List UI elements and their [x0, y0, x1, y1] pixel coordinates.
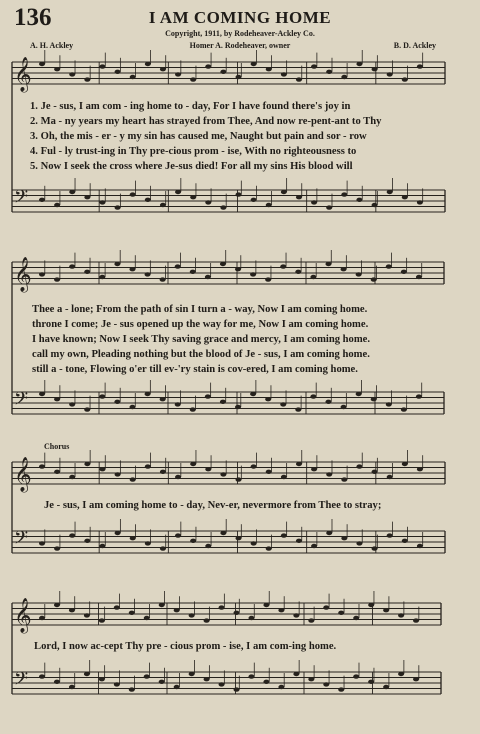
note-head	[39, 392, 45, 396]
note-head	[413, 618, 419, 622]
note-head	[386, 402, 392, 406]
verse-5-line-1: 5. Now I seek the cross where Je-sus died! For all my sins His blood will	[30, 161, 353, 172]
note-head	[145, 464, 151, 468]
note-head	[248, 616, 254, 620]
note-head	[160, 546, 166, 550]
note-head	[175, 190, 181, 194]
note-head	[234, 611, 240, 615]
note-head	[356, 392, 362, 396]
note-head	[220, 472, 226, 476]
note-head	[341, 75, 347, 79]
note-head	[99, 677, 105, 681]
note-head	[281, 72, 287, 76]
note-head	[69, 475, 75, 479]
note-head	[356, 464, 362, 468]
note-head	[311, 200, 317, 204]
note-head	[353, 674, 359, 678]
note-head	[204, 677, 210, 681]
note-head	[159, 603, 165, 607]
note-head	[130, 477, 136, 481]
note-head	[145, 541, 151, 545]
note-head	[356, 62, 362, 66]
note-head	[310, 275, 316, 279]
note-head	[129, 267, 135, 271]
note-head	[383, 685, 389, 689]
composer-credit: B. D. Ackley	[393, 41, 436, 50]
verse-4-line-2: call my own, Pleading nothing but the blood of Je - sus, I am coming home.	[32, 349, 370, 360]
note-head	[160, 67, 166, 71]
note-head	[417, 200, 423, 204]
chorus-line-2: Lord, I now ac-cept Thy pre - cious prom - ise, I am com-ing home.	[34, 641, 337, 652]
note-head	[308, 677, 314, 681]
note-head	[115, 531, 121, 535]
note-head	[387, 72, 393, 76]
note-head	[356, 541, 362, 545]
note-head	[145, 198, 151, 202]
note-head	[251, 198, 257, 202]
note-head	[54, 546, 60, 550]
note-head	[341, 536, 347, 540]
note-head	[69, 264, 75, 268]
note-head	[84, 195, 90, 199]
note-head	[417, 544, 423, 548]
note-head	[387, 190, 393, 194]
note-head	[114, 262, 120, 266]
note-head	[251, 541, 257, 545]
note-head	[311, 544, 317, 548]
note-head	[54, 680, 60, 684]
note-head	[39, 272, 45, 276]
verse-4-line-1: 4. Ful - ly trust-ing in Thy pre-cious prom - ise, With no righteousness to	[30, 146, 357, 157]
note-head	[372, 67, 378, 71]
note-head	[39, 464, 45, 468]
note-head	[341, 477, 347, 481]
note-head	[296, 539, 302, 543]
note-head	[353, 616, 359, 620]
note-head	[99, 394, 105, 398]
note-head	[175, 264, 181, 268]
note-head	[115, 205, 121, 209]
note-head	[235, 267, 241, 271]
note-head	[69, 608, 75, 612]
bass-clef-icon: 𝄢	[14, 187, 29, 212]
note-head	[84, 462, 90, 466]
note-head	[296, 462, 302, 466]
note-head	[248, 674, 254, 678]
note-head	[54, 470, 60, 474]
note-head	[325, 400, 331, 404]
bass-clef-icon: 𝄢	[14, 669, 29, 694]
note-head	[144, 616, 150, 620]
note-head	[371, 397, 377, 401]
note-head	[401, 407, 407, 411]
treble-clef-icon: 𝄞	[14, 257, 32, 292]
note-head	[265, 397, 271, 401]
note-head	[383, 608, 389, 612]
note-head	[220, 262, 226, 266]
note-head	[416, 275, 422, 279]
note-head	[39, 674, 45, 678]
note-head	[311, 64, 317, 68]
note-head	[190, 539, 196, 543]
note-head	[371, 277, 377, 281]
note-head	[39, 616, 45, 620]
verse-3-line-2: I have known; Now I seek Thy saving grace and mercy, I am coming home.	[32, 334, 371, 345]
note-head	[84, 270, 90, 274]
note-head	[417, 467, 423, 471]
note-head	[236, 536, 242, 540]
note-head	[69, 685, 75, 689]
treble-clef-icon: 𝄞	[14, 598, 32, 633]
note-head	[323, 682, 329, 686]
note-head	[114, 400, 120, 404]
verse-1-line-2: Thee a - lone; From the path of sin I turn a - way, Now I am coming home.	[32, 304, 368, 315]
note-head	[54, 603, 60, 607]
note-head	[114, 682, 120, 686]
note-head	[356, 272, 362, 276]
note-head	[129, 687, 135, 691]
note-head	[372, 470, 378, 474]
note-head	[205, 200, 211, 204]
note-head	[39, 541, 45, 545]
note-head	[341, 192, 347, 196]
note-head	[99, 200, 105, 204]
note-head	[190, 77, 196, 81]
note-head	[280, 264, 286, 268]
note-head	[416, 394, 422, 398]
note-head	[219, 682, 225, 686]
note-head	[235, 405, 241, 409]
owner-credit: Homer A. Rodeheaver, owner	[189, 41, 291, 50]
note-head	[251, 62, 257, 66]
note-head	[325, 262, 331, 266]
note-head	[417, 64, 423, 68]
note-head	[205, 467, 211, 471]
note-head	[114, 605, 120, 609]
note-head	[160, 470, 166, 474]
verse-1-line-1: 1. Je - sus, I am com - ing home to - day, For I have found there's joy in	[30, 101, 351, 112]
note-head	[265, 277, 271, 281]
note-head	[296, 77, 302, 81]
lyricist-credit: A. H. Ackley	[30, 41, 74, 50]
note-head	[84, 407, 90, 411]
note-head	[266, 203, 272, 207]
note-head	[219, 605, 225, 609]
note-head	[402, 195, 408, 199]
note-head	[54, 277, 60, 281]
note-head	[326, 70, 332, 74]
note-head	[174, 685, 180, 689]
note-head	[278, 608, 284, 612]
note-head	[84, 539, 90, 543]
note-head	[69, 402, 75, 406]
verse-2-line-1: 2. Ma - ny years my heart has strayed from Thee, And now re-pent-ant to Thy	[30, 116, 382, 127]
note-head	[338, 611, 344, 615]
note-head	[145, 62, 151, 66]
note-head	[250, 392, 256, 396]
note-head	[281, 475, 287, 479]
note-head	[323, 605, 329, 609]
note-head	[99, 467, 105, 471]
note-head	[205, 394, 211, 398]
note-head	[296, 195, 302, 199]
note-head	[310, 394, 316, 398]
note-head	[368, 603, 374, 607]
note-head	[250, 272, 256, 276]
note-head	[84, 77, 90, 81]
note-head	[39, 62, 45, 66]
note-head	[356, 198, 362, 202]
note-head	[280, 402, 286, 406]
note-head	[190, 195, 196, 199]
note-head	[368, 680, 374, 684]
note-head	[387, 475, 393, 479]
note-head	[308, 618, 314, 622]
note-head	[338, 687, 344, 691]
note-head	[205, 275, 211, 279]
verse-2-line-2: throne I come; Je - sus opened up the way for me, Now I am coming home.	[32, 319, 369, 330]
note-head	[311, 467, 317, 471]
note-head	[115, 472, 121, 476]
note-head	[326, 472, 332, 476]
note-head	[54, 203, 60, 207]
bass-clef-icon: 𝄢	[14, 528, 29, 553]
note-head	[402, 462, 408, 466]
note-head	[144, 674, 150, 678]
note-head	[205, 64, 211, 68]
note-head	[402, 77, 408, 81]
treble-clef-icon: 𝄞	[14, 57, 32, 92]
note-head	[99, 64, 105, 68]
note-head	[326, 205, 332, 209]
note-head	[160, 397, 166, 401]
note-head	[236, 192, 242, 196]
note-head	[266, 546, 272, 550]
note-head	[220, 70, 226, 74]
note-head	[220, 531, 226, 535]
note-head	[69, 533, 75, 537]
note-head	[387, 533, 393, 537]
note-head	[189, 613, 195, 617]
hymn-title: I AM COMING HOME	[148, 8, 332, 27]
note-head	[84, 672, 90, 676]
note-head	[69, 190, 75, 194]
note-head	[160, 277, 166, 281]
note-head	[160, 203, 166, 207]
note-head	[398, 672, 404, 676]
note-head	[145, 272, 151, 276]
note-head	[236, 75, 242, 79]
note-head	[190, 270, 196, 274]
note-head	[39, 198, 45, 202]
chorus-line-1: Je - sus, I am coming home to - day, Nev-er, nevermore from Thee to stray;	[44, 500, 382, 511]
note-head	[341, 405, 347, 409]
note-head	[401, 270, 407, 274]
note-head	[99, 618, 105, 622]
verse-3-line-1: 3. Oh, the mis - er - y my sin has caused me, Naught but pain and sor - row	[30, 131, 367, 142]
note-head	[99, 275, 105, 279]
hymn-number: 136	[14, 4, 52, 31]
note-head	[220, 205, 226, 209]
note-head	[295, 407, 301, 411]
note-head	[266, 67, 272, 71]
note-head	[205, 544, 211, 548]
note-head	[54, 67, 60, 71]
note-head	[204, 618, 210, 622]
note-head	[372, 203, 378, 207]
note-head	[402, 539, 408, 543]
note-head	[234, 687, 240, 691]
note-head	[159, 680, 165, 684]
note-head	[129, 405, 135, 409]
note-head	[54, 397, 60, 401]
note-head	[190, 462, 196, 466]
note-head	[190, 407, 196, 411]
note-head	[220, 400, 226, 404]
verse-5-line-2: still a - tone, Flowing o'er till ev-'ry stain is cov-ered, I am coming home.	[32, 364, 358, 375]
note-head	[295, 270, 301, 274]
note-head	[175, 533, 181, 537]
note-head	[278, 685, 284, 689]
note-head	[175, 475, 181, 479]
note-head	[69, 72, 75, 76]
note-head	[129, 611, 135, 615]
note-head	[99, 544, 105, 548]
note-head	[281, 533, 287, 537]
note-head	[263, 603, 269, 607]
note-head	[130, 536, 136, 540]
copyright-notice: Copyright, 1911, by Rodeheaver-Ackley Co.	[165, 29, 315, 38]
note-head	[130, 75, 136, 79]
note-head	[115, 70, 121, 74]
note-head	[266, 470, 272, 474]
note-head	[293, 613, 299, 617]
note-head	[236, 477, 242, 481]
note-head	[145, 392, 151, 396]
treble-clef-icon: 𝄞	[14, 457, 32, 492]
note-head	[281, 190, 287, 194]
note-head	[293, 672, 299, 676]
note-head	[341, 267, 347, 271]
note-head	[326, 531, 332, 535]
chorus-label: Chorus	[44, 442, 70, 451]
note-head	[372, 546, 378, 550]
note-head	[251, 464, 257, 468]
note-head	[413, 677, 419, 681]
note-head	[386, 264, 392, 268]
bass-clef-icon: 𝄢	[14, 389, 29, 414]
note-head	[263, 680, 269, 684]
note-head	[175, 402, 181, 406]
note-head	[84, 613, 90, 617]
note-head	[398, 613, 404, 617]
note-head	[189, 672, 195, 676]
note-head	[175, 72, 181, 76]
note-head	[174, 608, 180, 612]
note-head	[130, 192, 136, 196]
